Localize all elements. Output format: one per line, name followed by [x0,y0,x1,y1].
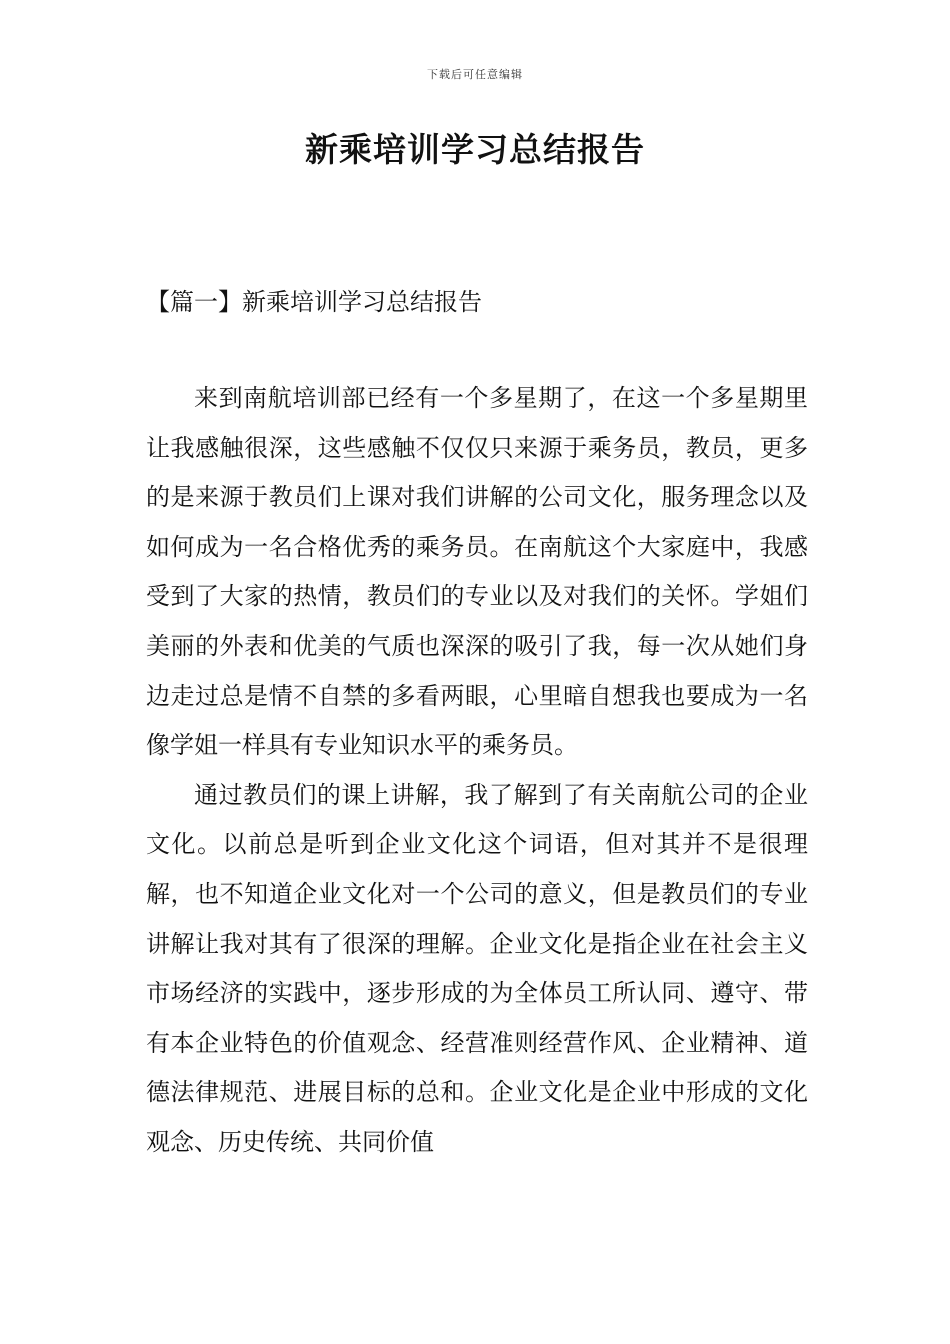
paragraph: 来到南航培训部已经有一个多星期了，在这一个多星期里让我感触很深，这些感触不仅仅只来源于乘务员，教员，更多的是来源于教员们上课对我们讲解的公司文化，服务理念以及如何成为一名合格优秀的乘务员。在南航这个大家庭中，我感受到了大家的热情，教员们的专业以及对我们的关怀。学姐们美丽的外表和优美的气质也深深的吸引了我，每一次从她们身边走过总是情不自禁的多看两眼，心里暗自想我也要成为一名像学姐一样具有专业知识水平的乘务员。 [146,384,808,760]
header-note: 下载后可任意编辑 [427,68,523,81]
section-heading: 【篇一】新乘培训学习总结报告 [146,288,482,316]
document-body [146,374,808,1168]
paragraph: 通过教员们的课上讲解，我了解到了有关南航公司的企业文化。以前总是听到企业文化这个词语，但对其并不是很理解，也不知道企业文化对一个公司的意义，但是教员们的专业讲解让我对其有了很深的理解。企业文化是指企业在社会主义市场经济的实践中，逐步形成的为全体员工所认同、遵守、带有本企业特色的价值观念、经营准则经营作风、企业精神、道德法律规范、进展目标的总和。企业文化是企业中形成的文化观念、历史传统、共同价值 [146,780,808,1156]
document-title: 新乘培训学习总结报告 [305,130,645,169]
